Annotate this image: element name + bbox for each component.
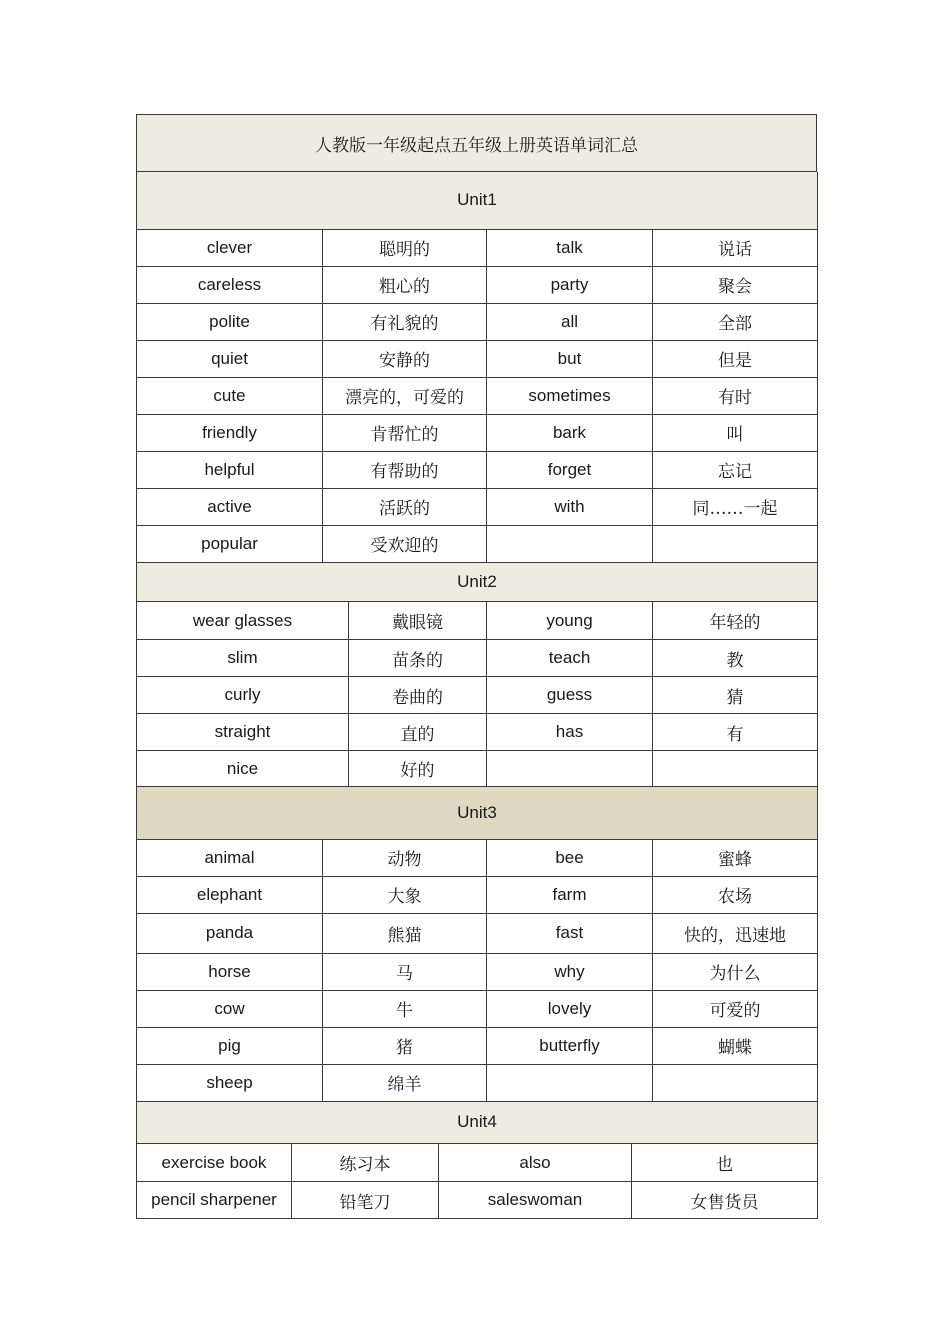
english-word: curly — [137, 677, 349, 714]
chinese-meaning: 动物 — [323, 839, 487, 876]
english-word: lovely — [487, 990, 653, 1027]
vocabulary-sheet — [136, 114, 817, 1219]
unit-header: Unit2 — [137, 563, 818, 602]
vocab-row — [137, 1182, 818, 1219]
chinese-meaning: 受欢迎的 — [323, 525, 487, 562]
unit-header: Unit1 — [137, 172, 818, 229]
vocab-row — [137, 677, 818, 714]
chinese-meaning: 苗条的 — [349, 640, 487, 677]
vocab-row — [137, 913, 818, 953]
vocab-row — [137, 525, 818, 562]
vocab-row — [137, 839, 818, 876]
chinese-meaning: 同……一起 — [653, 488, 818, 525]
english-word: quiet — [137, 340, 323, 377]
chinese-meaning: 熊猫 — [323, 913, 487, 953]
english-word: panda — [137, 913, 323, 953]
unit1-rows — [137, 229, 818, 562]
english-word — [487, 751, 653, 787]
english-word: polite — [137, 303, 323, 340]
chinese-meaning: 忘记 — [653, 451, 818, 488]
unit1-table — [136, 172, 818, 563]
vocab-row — [137, 229, 818, 266]
chinese-meaning: 肯帮忙的 — [323, 414, 487, 451]
chinese-meaning: 聪明的 — [323, 229, 487, 266]
english-word: popular — [137, 525, 323, 562]
english-word: sheep — [137, 1064, 323, 1101]
unit2-rows — [137, 602, 818, 787]
chinese-meaning: 卷曲的 — [349, 677, 487, 714]
english-word: butterfly — [487, 1027, 653, 1064]
unit3-table — [136, 787, 818, 1102]
vocab-row — [137, 414, 818, 451]
english-word: nice — [137, 751, 349, 787]
english-word: all — [487, 303, 653, 340]
chinese-meaning: 戴眼镜 — [349, 602, 487, 640]
unit-header: Unit4 — [137, 1102, 818, 1144]
english-word: why — [487, 953, 653, 990]
chinese-meaning: 猪 — [323, 1027, 487, 1064]
chinese-meaning: 有 — [653, 714, 818, 751]
english-word: party — [487, 266, 653, 303]
vocab-row — [137, 876, 818, 913]
english-word: has — [487, 714, 653, 751]
chinese-meaning: 也 — [632, 1144, 818, 1182]
english-word: slim — [137, 640, 349, 677]
chinese-meaning: 直的 — [349, 714, 487, 751]
english-word: pig — [137, 1027, 323, 1064]
vocab-row — [137, 602, 818, 640]
vocab-row — [137, 451, 818, 488]
chinese-meaning: 粗心的 — [323, 266, 487, 303]
chinese-meaning: 有礼貌的 — [323, 303, 487, 340]
english-word: bark — [487, 414, 653, 451]
chinese-meaning: 漂亮的，可爱的 — [323, 377, 487, 414]
english-word: young — [487, 602, 653, 640]
english-word: forget — [487, 451, 653, 488]
english-word: friendly — [137, 414, 323, 451]
chinese-meaning — [653, 525, 818, 562]
vocab-row — [137, 377, 818, 414]
chinese-meaning: 可爱的 — [653, 990, 818, 1027]
english-word: farm — [487, 876, 653, 913]
vocab-row — [137, 751, 818, 787]
unit4-table — [136, 1102, 818, 1220]
english-word: careless — [137, 266, 323, 303]
chinese-meaning: 农场 — [653, 876, 818, 913]
sheet-title: 人教版一年级起点五年级上册英语单词汇总 — [137, 115, 817, 172]
chinese-meaning: 蜜蜂 — [653, 839, 818, 876]
chinese-meaning: 有时 — [653, 377, 818, 414]
english-word: fast — [487, 913, 653, 953]
unit-header: Unit3 — [137, 787, 818, 839]
english-word: animal — [137, 839, 323, 876]
title-table — [136, 114, 817, 172]
chinese-meaning: 牛 — [323, 990, 487, 1027]
english-word: with — [487, 488, 653, 525]
english-word: pencil sharpener — [137, 1182, 292, 1219]
chinese-meaning: 好的 — [349, 751, 487, 787]
english-word: bee — [487, 839, 653, 876]
english-word — [487, 525, 653, 562]
english-word: helpful — [137, 451, 323, 488]
chinese-meaning: 马 — [323, 953, 487, 990]
chinese-meaning: 有帮助的 — [323, 451, 487, 488]
vocab-row — [137, 340, 818, 377]
vocab-row — [137, 714, 818, 751]
chinese-meaning: 蝴蝶 — [653, 1027, 818, 1064]
vocab-row — [137, 640, 818, 677]
unit4-rows — [137, 1144, 818, 1219]
english-word: but — [487, 340, 653, 377]
vocab-row — [137, 990, 818, 1027]
chinese-meaning: 全部 — [653, 303, 818, 340]
english-word: also — [439, 1144, 632, 1182]
chinese-meaning: 女售货员 — [632, 1182, 818, 1219]
chinese-meaning: 绵羊 — [323, 1064, 487, 1101]
chinese-meaning — [653, 751, 818, 787]
chinese-meaning — [653, 1064, 818, 1101]
vocab-row — [137, 303, 818, 340]
chinese-meaning: 但是 — [653, 340, 818, 377]
english-word: sometimes — [487, 377, 653, 414]
chinese-meaning: 快的，迅速地 — [653, 913, 818, 953]
chinese-meaning: 安静的 — [323, 340, 487, 377]
unit3-rows — [137, 839, 818, 1101]
english-word: cow — [137, 990, 323, 1027]
chinese-meaning: 教 — [653, 640, 818, 677]
chinese-meaning: 铅笔刀 — [292, 1182, 439, 1219]
vocab-row — [137, 1144, 818, 1182]
english-word: guess — [487, 677, 653, 714]
chinese-meaning: 聚会 — [653, 266, 818, 303]
vocab-row — [137, 488, 818, 525]
unit2-table — [136, 563, 818, 788]
chinese-meaning: 活跃的 — [323, 488, 487, 525]
chinese-meaning: 年轻的 — [653, 602, 818, 640]
english-word: saleswoman — [439, 1182, 632, 1219]
vocab-row — [137, 953, 818, 990]
chinese-meaning: 练习本 — [292, 1144, 439, 1182]
english-word: wear glasses — [137, 602, 349, 640]
english-word: teach — [487, 640, 653, 677]
english-word: clever — [137, 229, 323, 266]
vocab-row — [137, 1027, 818, 1064]
english-word: straight — [137, 714, 349, 751]
english-word: horse — [137, 953, 323, 990]
english-word — [487, 1064, 653, 1101]
chinese-meaning: 说话 — [653, 229, 818, 266]
english-word: exercise book — [137, 1144, 292, 1182]
english-word: active — [137, 488, 323, 525]
english-word: elephant — [137, 876, 323, 913]
english-word: cute — [137, 377, 323, 414]
chinese-meaning: 叫 — [653, 414, 818, 451]
vocab-row — [137, 266, 818, 303]
chinese-meaning: 猜 — [653, 677, 818, 714]
chinese-meaning: 大象 — [323, 876, 487, 913]
chinese-meaning: 为什么 — [653, 953, 818, 990]
vocab-row — [137, 1064, 818, 1101]
english-word: talk — [487, 229, 653, 266]
